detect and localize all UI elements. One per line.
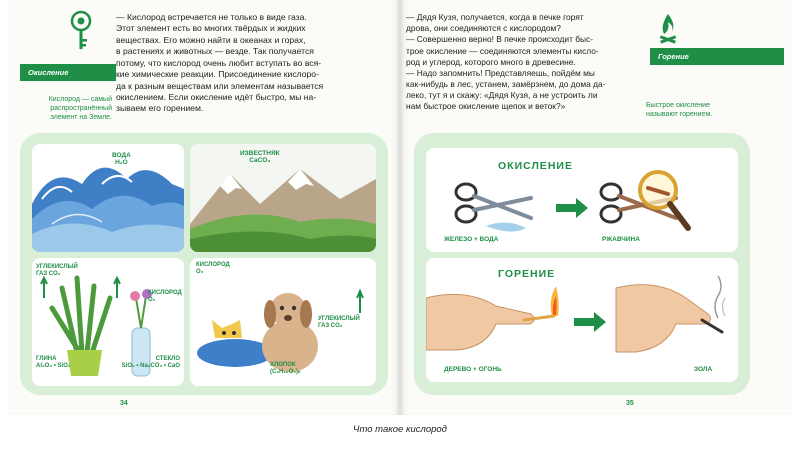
burning-title: ГОРЕНИЕ (498, 268, 556, 280)
rust-label: РЖАВЧИНА (602, 236, 640, 243)
co2-label-2 (318, 316, 360, 330)
section-tag-oxidation: Окисление (20, 64, 116, 81)
text-line: да к разным веществам или элементам называется (116, 80, 324, 91)
sidenote-line: называют горением. (646, 110, 713, 118)
co2-label (36, 264, 78, 278)
text-line: потому, что кислород очень любит вступать во вся- (116, 57, 322, 68)
animals-panel (190, 258, 376, 386)
label-line: O₂ (148, 296, 156, 303)
sidenote-line: элемент на Земле. (50, 113, 112, 121)
text-line: нам быстрое окисление щепок и веток?» (406, 101, 566, 112)
label-line: ГАЗ CO₂ (36, 270, 61, 277)
label-formula: CaCO₃ (249, 157, 271, 165)
wood-fire-label: ДЕРЕВО + ОГОНЬ (444, 366, 502, 373)
page-number-right: 35 (626, 400, 634, 407)
text-line: леко, тут я и скажу: «Дядя Кузя, а не устроить ли (406, 90, 598, 101)
mountains-panel (190, 144, 376, 252)
text-line: — Надо запомнить! Представляешь, пойдём мы (406, 67, 595, 78)
sidenote-line: Кислород — самый (48, 96, 112, 103)
left-page (8, 0, 400, 415)
iron-water-label: ЖЕЛЕЗО + ВОДА (444, 236, 499, 243)
right-paragraph (406, 12, 642, 113)
wave-illustration (32, 144, 184, 252)
left-paragraph (116, 12, 388, 115)
video-caption: Что такое кислород (353, 424, 447, 435)
clay-label (36, 356, 71, 370)
label-line: КИСЛОРОД (148, 290, 182, 296)
oxygen-label-2 (196, 262, 230, 276)
atom-key-icon (70, 10, 92, 52)
label-formula: (C₆H₁₀O₅)ₙ (270, 368, 301, 375)
hand-ash-icon (616, 276, 725, 352)
scissors-icon (456, 184, 531, 222)
limestone-label (240, 150, 280, 165)
text-line: трое окисление — соединяются элементы кисло- (406, 45, 599, 56)
oxygen-label (148, 290, 182, 304)
sidenote-left (30, 96, 112, 122)
text-line: в растениях и животных — везде. Так получается (116, 46, 314, 57)
label-name: ХЛОПОК (270, 362, 296, 368)
text-line: — Дядя Кузя, получается, когда в печке горят (406, 12, 584, 22)
text-line: — Кислород встречается не только в виде газа. (116, 12, 307, 22)
label-line: ГАЗ CO₂ (318, 322, 343, 329)
label-line: O₂ (196, 268, 204, 275)
text-line: как-нибудь в лес, устанем, замёрзнем, до дома да- (406, 79, 606, 90)
mountain-illustration (190, 144, 376, 252)
glass-label (108, 356, 180, 370)
ash-label: ЗОЛА (694, 366, 713, 373)
label-formula: Al₂O₃ • SiO₂ (36, 362, 71, 369)
text-line: род и углерод, которого много в древесине. (406, 56, 576, 67)
text-line: зываем его горением. (116, 103, 204, 114)
label-name: СТЕКЛО (155, 356, 180, 362)
water-panel (32, 144, 184, 252)
cotton-label (270, 362, 300, 376)
label-name: ГЛИНА (36, 356, 57, 362)
magnifier-icon (640, 172, 688, 228)
page-number-left: 34 (120, 400, 128, 407)
text-line: окислением. Если окисление идёт быстро, мы на- (116, 91, 317, 102)
label-line: УГЛЕКИСЛЫЙ (318, 316, 360, 322)
campfire-icon (656, 12, 680, 48)
label-formula: H₂O (115, 159, 128, 167)
water-label (112, 152, 131, 167)
text-line: — Совершенно верно! В печке происходит быс- (406, 34, 594, 45)
text-line: дрова, они соединяются с кислородом? (406, 23, 561, 34)
sidenote-line: распространённый (50, 104, 112, 112)
label-formula: SiO₂ • Na₂CO₃ • CaO (121, 362, 180, 369)
text-line: кие химические реакции. Присоединение кислоро- (116, 69, 319, 80)
oxidation-panel (426, 148, 738, 252)
book-spread (8, 0, 792, 415)
hand-match-icon (426, 286, 559, 350)
burning-panel (426, 258, 738, 382)
label-name: ИЗВЕСТНЯК (240, 150, 280, 157)
match-burning-illustration (426, 258, 738, 382)
sidenote-line: Быстрое окисление (646, 102, 710, 109)
plants-panel (32, 258, 184, 386)
oxidation-title: ОКИСЛЕНИЕ (498, 160, 573, 172)
right-page (400, 0, 792, 415)
text-line: веществах. Его можно найти в океанах и горах, (116, 34, 306, 45)
label-name: ВОДА (112, 152, 131, 159)
section-tag-burning: Горение (650, 48, 784, 65)
label-line: КИСЛОРОД (196, 262, 230, 268)
sidenote-right (646, 102, 746, 120)
label-line: УГЛЕКИСЛЫЙ (36, 264, 78, 270)
text-line: Этот элемент есть во многих твёрдых и жидких (116, 23, 306, 34)
